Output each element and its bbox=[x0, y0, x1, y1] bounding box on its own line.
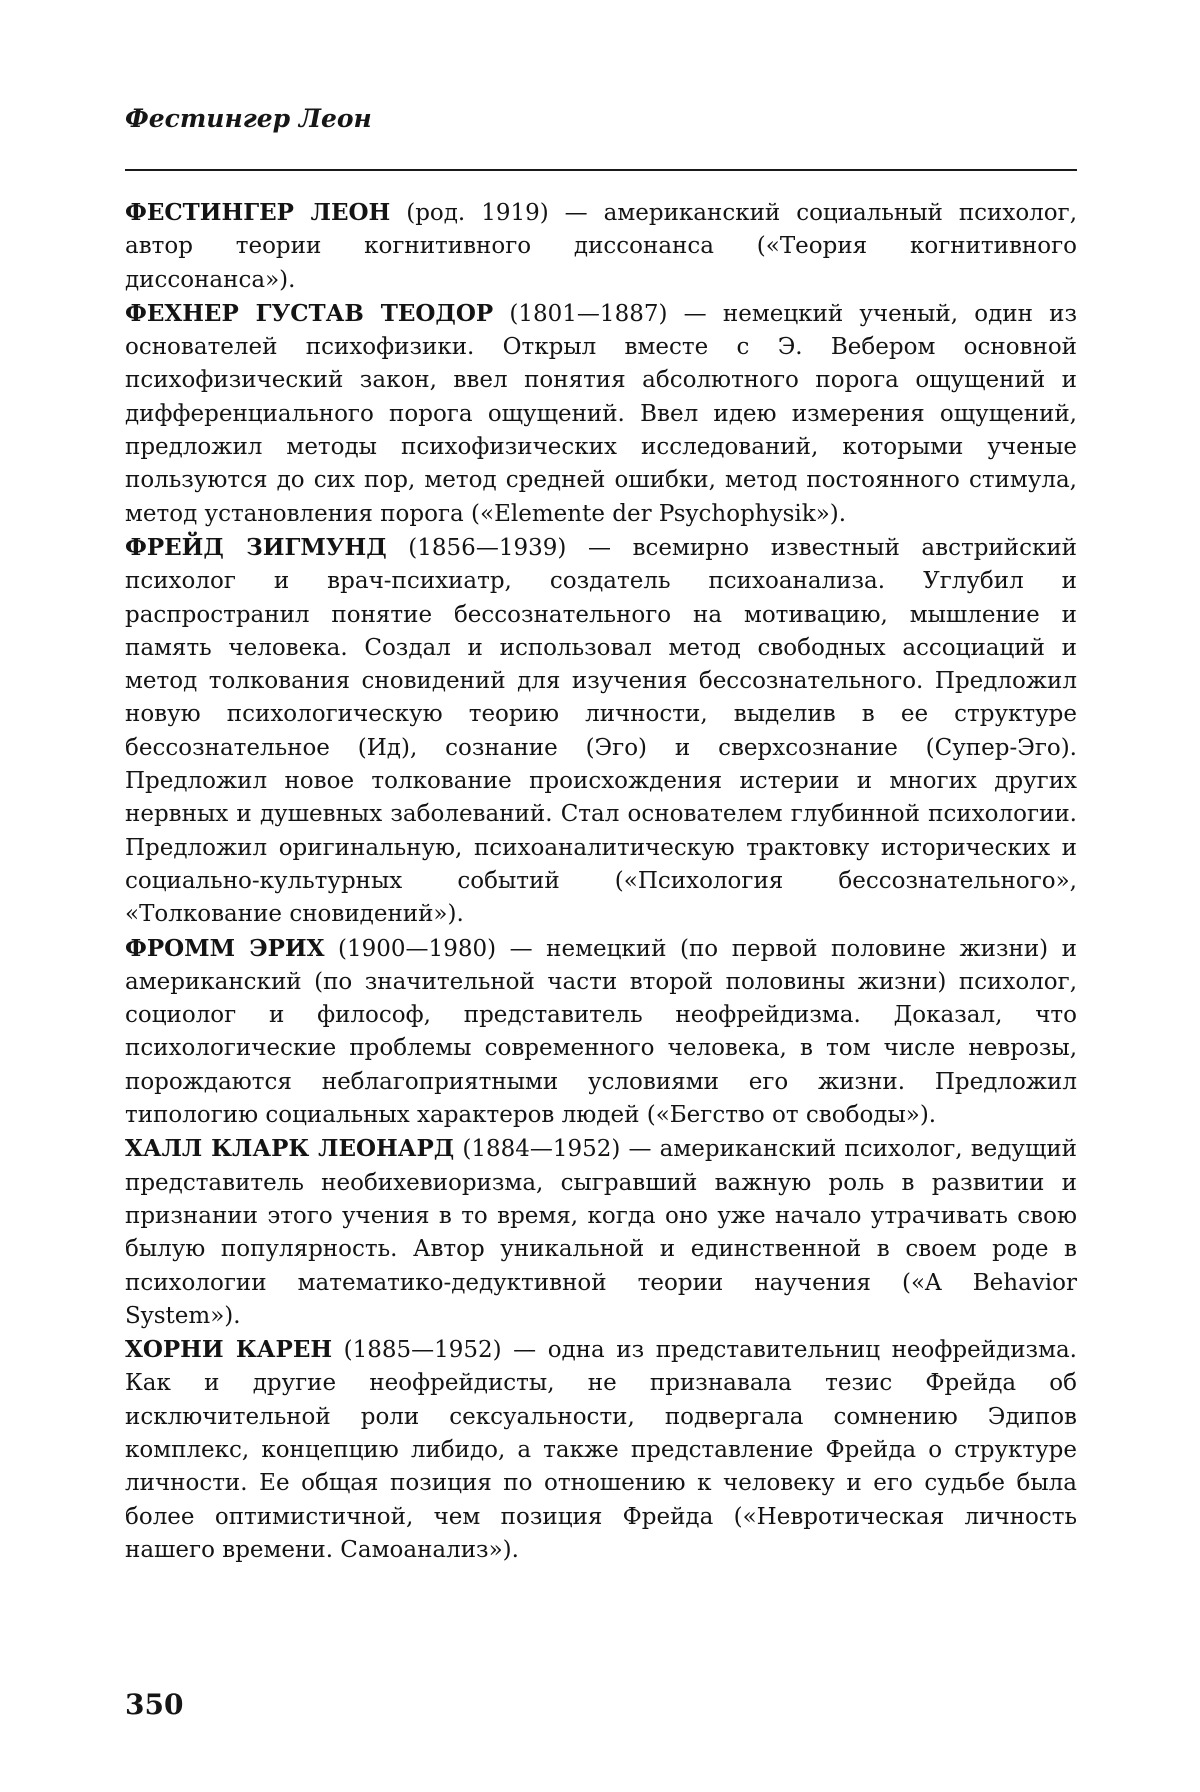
entry-fechner bbox=[125, 297, 1077, 531]
entry-name: ФЕСТИНГЕР ЛЕОН bbox=[125, 199, 391, 226]
entry-text: (1884—1952) — американский психолог, ведущий представитель необихевиоризма, сыгравший важную роль в развитии и признании этого учения в то время, когда оно уже начало утрачивать свою былую популярность. Автор уникальной и единственной в своем роде в психологии математико-дедуктивной теории научения («A Behavior System»). bbox=[125, 1136, 1077, 1329]
entry-fromm bbox=[125, 932, 1077, 1133]
header-rule bbox=[125, 169, 1077, 171]
dictionary-entries bbox=[125, 196, 1077, 1567]
entry-freud bbox=[125, 531, 1077, 932]
entry-text: (1801—1887) — немецкий ученый, один из основателей психофизики. Открыл вместе с Э. Вебером основной психофизический закон, ввел понятия абсолютного порога ощущений и дифференциального порога ощущений. Ввел идею измерения ощущений, предложил методы психофизических исследований, которыми ученые пользуются до сих пор, метод средней ошибки, метод постоянного стимула, метод установления порога («Elemente der Psychophysik»). bbox=[125, 300, 1077, 527]
entry-text: (1856—1939) — всемирно известный австрийский психолог и врач-психиатр, создатель психоанализа. Углубил и распространил понятие бессознательного на мотивацию, мышление и память человека. Создал и использовал метод свободных ассоциаций и метод толкования сновидений для изучения бессознательного. Предложил новую психологическую теорию личности, выделив в ее структуре бессознательное (Ид), сознание (Эго) и сверхсознание (Супер-Эго). Предложил новое толкование происхождения истерии и многих других нервных и душевных заболеваний. Стал основателем глубинной психологии. Предложил оригинальную, психоаналитическую трактовку исторических и социально-культурных событий («Психология бессознательного», «Толкование сновидений»). bbox=[125, 534, 1077, 928]
page-number: 350 bbox=[125, 1688, 184, 1721]
entry-text: (род. 1919) — американский социальный психолог, автор теории когнитивного диссонанса («Теория когнитивного диссонанса»). bbox=[125, 200, 1077, 293]
running-head: Фестингер Леон bbox=[125, 104, 372, 133]
entry-hull bbox=[125, 1132, 1077, 1333]
entry-name: ХОРНИ КАРЕН bbox=[125, 1336, 333, 1364]
entry-text: (1885—1952) — одна из представительниц неофрейдизма. Как и другие неофрейдисты, не признавала тезис Фрейда об исключительной роли сексуальности, подвергала сомнению Эдипов комплекс, концепцию либидо, а также представление Фрейда о структуре личности. Ее общая позиция по отношению к человеку и его судьбе была более оптимистичной, чем позиция Фрейда («Невротическая личность нашего времени. Самоанализ»). bbox=[125, 1337, 1077, 1563]
entry-name: ФРЕЙД ЗИГМУНД bbox=[125, 533, 387, 561]
entry-name: ХАЛЛ КЛАРК ЛЕОНАРД bbox=[125, 1135, 455, 1163]
entry-horney bbox=[125, 1333, 1077, 1567]
entry-name: ФРОММ ЭРИХ bbox=[125, 934, 325, 962]
entry-text: (1900—1980) — немецкий (по первой половине жизни) и американский (по значительной части второй половины жизни) психолог, социолог и философ, представитель неофрейдизма. Доказал, что психологические проблемы современного человека, в том числе неврозы, порождаются неблагоприятными условиями его жизни. Предложил типологию социальных характеров людей («Бегство от свободы»). bbox=[125, 935, 1078, 1129]
entry-name: ФЕХНЕР ГУСТАВ ТЕОДОР bbox=[125, 299, 494, 327]
entry-festinger bbox=[125, 196, 1077, 297]
